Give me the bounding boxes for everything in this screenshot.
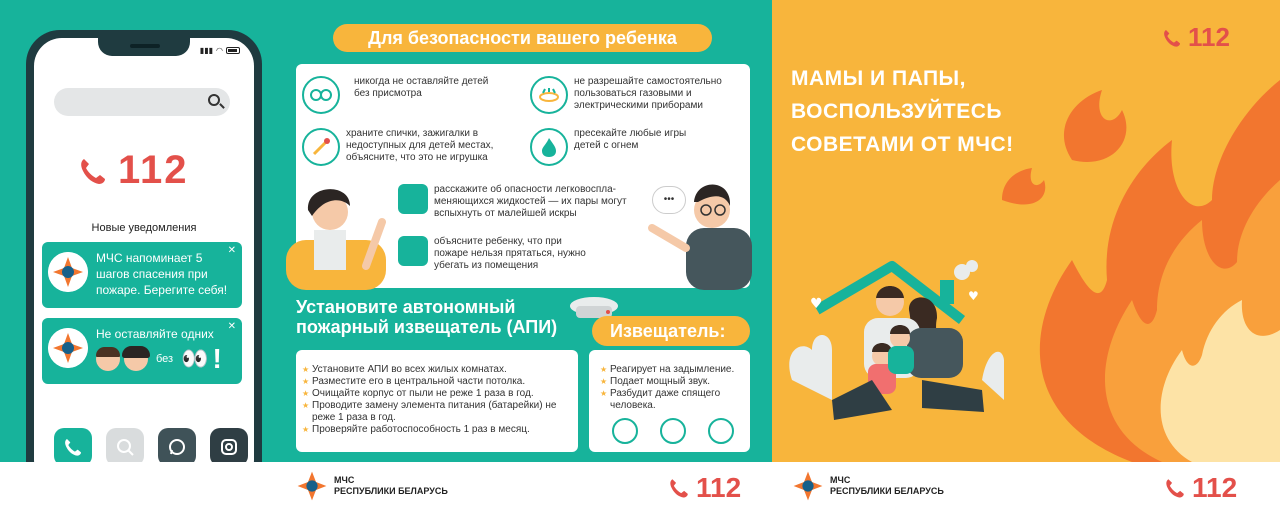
main-title: Для безопасности вашего ребенка: [333, 24, 712, 52]
right-title-line: СОВЕТАМИ ОТ МЧС!: [791, 133, 1014, 156]
notification-suffix: без: [156, 353, 174, 365]
svg-text:♥: ♥: [968, 289, 979, 303]
exit-icon: [398, 236, 428, 266]
smoke-icon: [612, 418, 638, 444]
api-heading-line: Установите автономный: [296, 297, 516, 317]
notification-text: Не оставляйте одних: [96, 327, 214, 341]
emergency-number-text: 112: [696, 472, 742, 503]
boy-face-icon: [96, 347, 120, 371]
man-illustration: [646, 172, 756, 290]
girl-face-icon: [124, 347, 148, 371]
phone-icon: [668, 477, 690, 499]
mchs-logo-icon: [48, 328, 88, 368]
search-icon[interactable]: [106, 428, 144, 466]
org-country: РЕСПУБЛИКИ БЕЛАРУСЬ: [830, 486, 944, 496]
exclamation-icon: !: [212, 343, 222, 374]
eyes-icon: 👀: [181, 346, 209, 371]
sound-icon: [660, 418, 686, 444]
detector-icons: [612, 418, 742, 444]
gas-burner-icon: [530, 76, 568, 114]
tip-text: объясните ребенку, что при пожаре нельзя прятаться, нужно убегать из помещения: [434, 236, 586, 271]
mchs-logo: [792, 470, 944, 502]
mchs-emblem-icon: [296, 470, 328, 502]
list-item: ★ Проверяйте работоспособность 1 раз в месяц.: [302, 424, 572, 436]
emergency-number-top: [1162, 22, 1230, 53]
whatsapp-icon[interactable]: [158, 428, 196, 466]
tip-item: [398, 184, 650, 220]
tip-item: [398, 236, 598, 272]
list-item: ★ Установите АПИ во всех жилых комнатах.: [302, 364, 572, 376]
list-item: ★ Очищайте корпус от пыли не реже 1 раза в год.: [302, 388, 572, 400]
tip-text: никогда не оставляйте детей без присмотра: [354, 76, 489, 99]
footer-emergency-number: [668, 472, 741, 504]
list-item: ★ Реагирует на задымление.: [600, 364, 745, 376]
tip-text: расскажите об опасности легковоспла-меняющихся жидкостей — их пары могут вспыхнуть от малейшей искры: [434, 184, 627, 219]
match-icon: [302, 128, 340, 166]
signal-icon: ▮▮▮: [199, 46, 214, 55]
footer-emergency-number: [1164, 472, 1237, 504]
wifi-icon: ◠: [216, 46, 223, 55]
mchs-emblem-icon: [792, 470, 824, 502]
footer-strip: [0, 462, 1280, 521]
emergency-number-text: 112: [118, 148, 189, 192]
eyes-icon: [302, 76, 340, 114]
phone-icon[interactable]: [54, 428, 92, 466]
phone-icon: [78, 156, 108, 186]
emoji-row: [96, 343, 234, 374]
instagram-icon[interactable]: [210, 428, 248, 466]
list-item: ★ Разбудит даже спящего человека.: [600, 388, 745, 412]
close-icon[interactable]: ✕: [227, 245, 236, 256]
svg-text:♥: ♥: [810, 296, 823, 312]
phone-notch: [98, 38, 190, 56]
right-title-line: МАМЫ И ПАПЫ,: [791, 67, 966, 90]
status-bar: [200, 46, 240, 55]
battery-icon: [226, 47, 240, 54]
list-item: ★ Разместите его в центральной части потолка.: [302, 376, 572, 388]
tip-item: [530, 128, 700, 166]
tip-item: [302, 76, 492, 114]
api-heading: [296, 297, 557, 337]
emergency-number-text: 112: [1192, 472, 1238, 503]
tip-item: [302, 128, 502, 166]
phone-mockup: [26, 30, 262, 496]
api-heading-line: пожарный извещатель (АПИ): [296, 317, 558, 337]
phone-screen: [34, 38, 254, 488]
mchs-logo-icon: [48, 252, 88, 292]
search-bar[interactable]: [54, 88, 230, 116]
woman-illustration: [286, 176, 396, 290]
right-title: [791, 62, 1014, 161]
app-dock: [54, 428, 248, 466]
speech-bubble: •••: [652, 186, 686, 214]
tip-text: храните спички, зажигалки в недоступных для детей местах, объясните, что это не игрушка: [346, 128, 494, 163]
tip-item: [530, 76, 745, 114]
org-country: РЕСПУБЛИКИ БЕЛАРУСЬ: [334, 486, 448, 496]
emergency-number: [78, 148, 189, 193]
api-list: [302, 364, 572, 436]
search-icon: [208, 94, 220, 106]
org-name: МЧС: [334, 475, 355, 485]
list-item: ★ Проводите замену элемента питания (батарейки) не реже 1 раза в год.: [302, 400, 572, 424]
notification-text: МЧС напоминает 5 шагов спасения при пожаре. Берегите себя!: [96, 251, 228, 297]
detector-list: [600, 364, 745, 412]
phone-icon: [1164, 477, 1186, 499]
fuel-can-icon: [398, 184, 428, 214]
detector-heading: Извещатель:: [592, 316, 750, 346]
notification-card[interactable]: [42, 318, 242, 384]
sleeping-person-icon: [708, 418, 734, 444]
notification-card[interactable]: [42, 242, 242, 308]
phone-icon: [1162, 28, 1182, 48]
tip-text: пресекайте любые игры детей с огнем: [574, 128, 687, 151]
emergency-number-text: 112: [1188, 22, 1230, 52]
tip-text: не разрешайте самостоятельно пользоваться газовыми и электрическими приборами: [574, 76, 722, 111]
close-icon[interactable]: ✕: [227, 321, 236, 332]
mchs-logo: [296, 470, 448, 502]
fire-icon: [530, 128, 568, 166]
list-item: ★ Подает мощный звук.: [600, 376, 745, 388]
right-title-line: ВОСПОЛЬЗУЙТЕСЬ: [791, 100, 1002, 123]
notifications-title: Новые уведомления: [91, 222, 197, 234]
org-name: МЧС: [830, 475, 851, 485]
